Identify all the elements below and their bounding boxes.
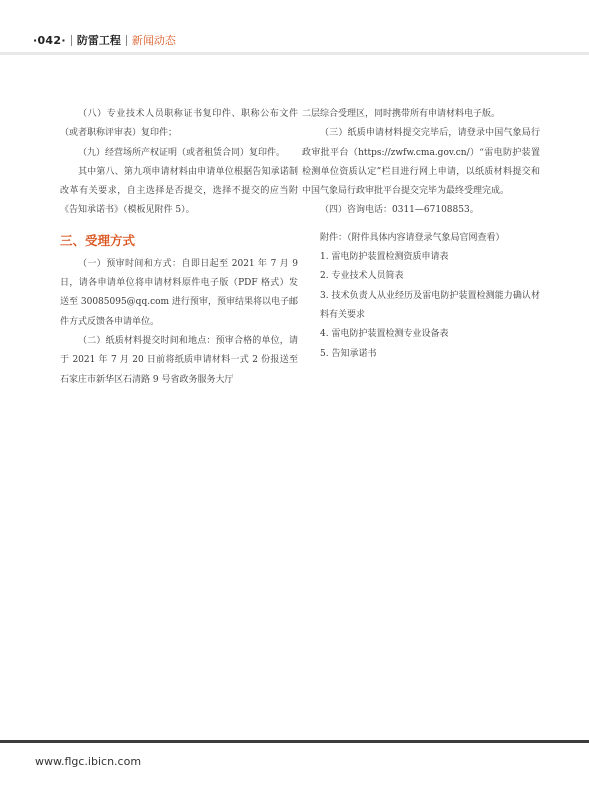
paragraph: （三）纸质申请材料提交完毕后，请登录中国气象局行政审批平台（https://zwfw.cma.gov.cn/）“雷电防护装置检测单位资质认定”栏目进行网上申请，以纸质材料提交和中国气象局行政审批平台提交完毕为最终受理完成。 <box>302 128 540 197</box>
header-row <box>33 32 176 48</box>
section-name: 新闻动态 <box>131 34 176 47</box>
page-footer <box>0 740 589 800</box>
attachment-item: 3. 技术负责人从业经历及雷电防护装置检测能力确认材料有关要求 <box>320 290 540 320</box>
paragraph: （九）经营场所产权证明（或者租赁合同）复印件。 <box>78 147 286 158</box>
magazine-title: 防雷工程 <box>76 34 121 47</box>
section-heading: 三、受理方式 <box>60 232 136 248</box>
left-column <box>60 105 298 390</box>
page-number: ·042· <box>33 33 66 47</box>
attachment-item: 2. 专业技术人员简表 <box>320 271 404 282</box>
footer-url[interactable]: www.flgc.ibicn.com <box>35 755 142 768</box>
paragraph: 其中第八、第九项申请材料由申请单位根据告知承诺制改革有关要求，自主选择是否提交，选择不提交的应当附《告知承诺书》（模板见附件 5）。 <box>60 166 298 216</box>
header-rule <box>0 52 589 55</box>
attachment-item: 4. 雷电防护装置检测专业设备表 <box>320 329 449 340</box>
paragraph: （一）预审时间和方式：自即日起至 2021 年 7 月 9 日，请各申请单位将申请材料原件电子版（PDF 格式）发送至 30085095@qq.com 进行预审，预审结果将以电子邮件方式反馈各申请单位。 <box>60 258 298 327</box>
header-divider <box>71 35 72 46</box>
header-divider <box>126 35 127 46</box>
page-header <box>0 0 589 58</box>
attachment-item: 1. 雷电防护装置检测资质申请表 <box>320 252 449 263</box>
attachment-item: 5. 告知承诺书 <box>320 348 377 359</box>
paragraph: （八）专业技术人员职称证书复印件、职称公布文件（或者职称评审表）复印件； <box>60 109 298 139</box>
footer-rule <box>0 740 589 743</box>
paragraph: （二）纸质材料提交时间和地点：预审合格的单位，请于 2021 年 7 月 20 日前将纸质申请材料一式 2 份报送至石家庄市新华区石清路 9 号省政务服务大厅 <box>60 335 298 385</box>
right-column <box>302 105 540 364</box>
attachments-title: 附件：（附件具体内容请登录气象局官网查看） <box>320 232 505 243</box>
paragraph: （四）咨询电话：0311—67108853。 <box>320 205 479 216</box>
paragraph: 二层综合受理区，同时携带所有申请材料电子版。 <box>302 109 501 119</box>
